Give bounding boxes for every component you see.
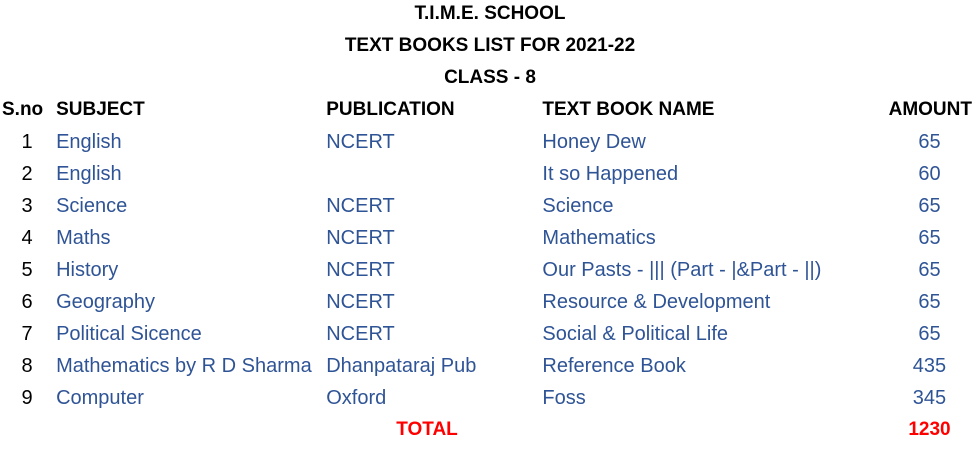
table-row: [0, 318, 980, 350]
textbook-table: [0, 94, 980, 446]
cell-amount: 65: [918, 291, 941, 313]
column-header-amount: AMOUNT: [888, 99, 972, 120]
cell-amount: 65: [918, 131, 941, 153]
table-row: [0, 190, 980, 222]
total-label: TOTAL: [396, 419, 458, 440]
cell-book-name: Resource & Development: [542, 291, 771, 313]
cell-publication: NCERT: [326, 227, 395, 249]
cell-publication: NCERT: [326, 259, 395, 281]
cell-sno: 4: [21, 227, 33, 249]
cell-sno: 1: [21, 131, 33, 153]
column-header-subject: SUBJECT: [56, 99, 145, 120]
cell-subject: English: [56, 163, 122, 185]
cell-sno: 7: [21, 323, 33, 345]
cell-sno: 5: [21, 259, 33, 281]
cell-subject: English: [56, 131, 122, 153]
cell-book-name: Science: [542, 195, 614, 217]
cell-subject: Mathematics by R D Sharma: [56, 355, 312, 377]
cell-book-name: Our Pasts - ||| (Part - |&Part - ||): [542, 259, 822, 281]
list-title: TEXT BOOKS LIST FOR 2021-22: [344, 35, 636, 56]
cell-subject: Computer: [56, 387, 144, 409]
cell-subject: History: [56, 259, 119, 281]
cell-amount: 65: [918, 323, 941, 345]
table-row: [0, 158, 980, 190]
cell-book-name: It so Happened: [542, 163, 679, 185]
cell-publication: [326, 158, 542, 190]
table-row: [0, 126, 980, 158]
cell-amount: 65: [918, 195, 941, 217]
table-row: [0, 382, 980, 414]
cell-book-name: Honey Dew: [542, 131, 646, 153]
cell-amount: 60: [918, 163, 941, 185]
cell-subject: Science: [56, 195, 128, 217]
cell-publication: Dhanpataraj Pub: [326, 355, 477, 377]
column-header-sno: S.no: [2, 99, 44, 120]
table-row: [0, 222, 980, 254]
cell-publication: NCERT: [326, 195, 395, 217]
table-row: [0, 286, 980, 318]
cell-publication: Oxford: [326, 387, 387, 409]
cell-book-name: Reference Book: [542, 355, 686, 377]
cell-subject: Maths: [56, 227, 111, 249]
table-header-row: [0, 94, 980, 126]
cell-book-name: Social & Political Life: [542, 323, 729, 345]
cell-subject: Geography: [56, 291, 156, 313]
table-row: [0, 254, 980, 286]
column-header-publication: PUBLICATION: [326, 99, 455, 120]
cell-sno: 6: [21, 291, 33, 313]
cell-sno: 9: [21, 387, 33, 409]
cell-publication: NCERT: [326, 291, 395, 313]
cell-book-name: Mathematics: [542, 227, 656, 249]
cell-sno: 3: [21, 195, 33, 217]
cell-sno: 8: [21, 355, 33, 377]
cell-book-name: Foss: [542, 387, 586, 409]
cell-amount: 65: [918, 259, 941, 281]
cell-amount: 65: [918, 227, 941, 249]
cell-publication: NCERT: [326, 131, 395, 153]
cell-subject: Political Sicence: [56, 323, 202, 345]
cell-publication: NCERT: [326, 323, 395, 345]
cell-amount: 435: [912, 355, 947, 377]
cell-sno: 2: [21, 163, 33, 185]
table-row: [0, 350, 980, 382]
total-value: 1230: [908, 419, 951, 440]
school-name: T.I.M.E. SCHOOL: [414, 3, 566, 24]
column-header-book: TEXT BOOK NAME: [542, 99, 715, 120]
total-row: [0, 414, 980, 446]
class-title: CLASS - 8: [444, 67, 536, 88]
cell-amount: 345: [912, 387, 947, 409]
